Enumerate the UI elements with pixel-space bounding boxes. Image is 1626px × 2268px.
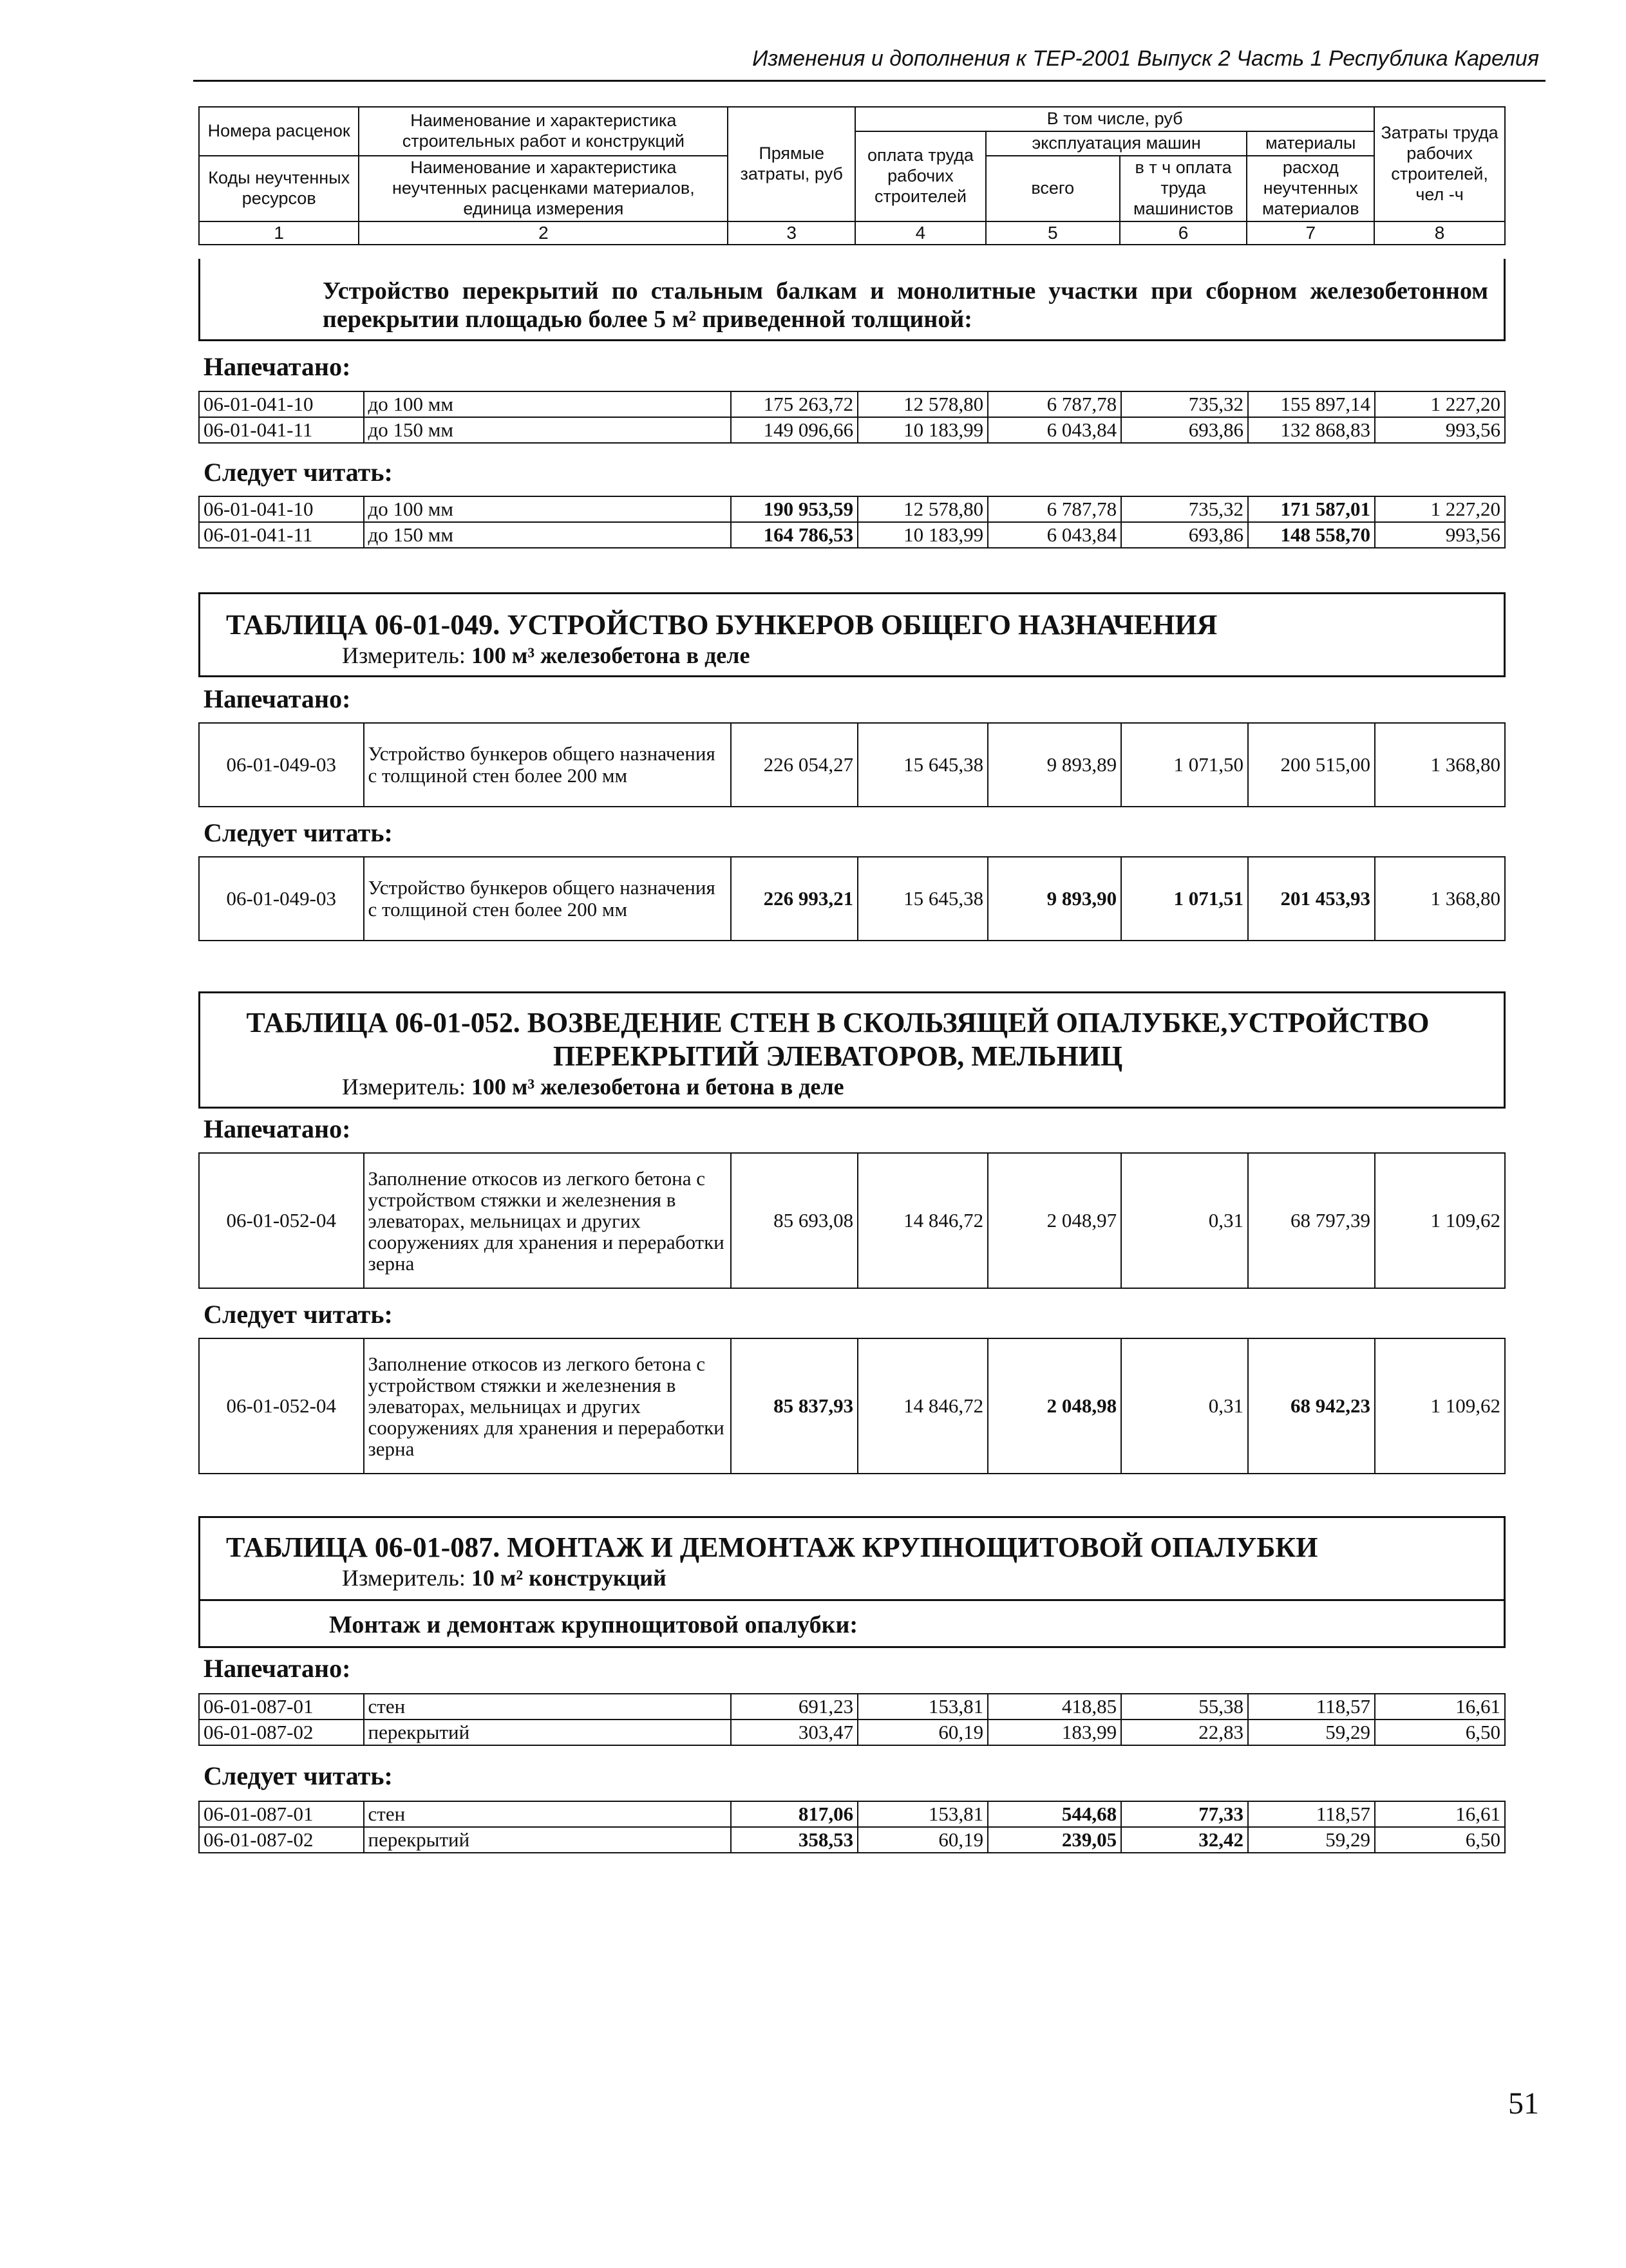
labor-cost: 10 183,99 [858, 417, 988, 443]
rate-code: 06-01-049-03 [199, 723, 364, 807]
meter-value: 100 м³ железобетона в деле [471, 642, 750, 668]
rate-code: 06-01-052-04 [199, 1338, 364, 1474]
machines-total: 418,85 [988, 1694, 1121, 1720]
table-row [199, 417, 1505, 443]
labor-hours: 993,56 [1375, 522, 1505, 548]
section-1-correct-table [198, 496, 1506, 548]
column-header-table [198, 106, 1506, 245]
col-number: 3 [728, 221, 855, 245]
table-row [199, 1338, 1505, 1474]
table-row [199, 1801, 1505, 1827]
col8-header: Затраты труда рабочих строителей, чел -ч [1374, 107, 1505, 221]
materials-cost: 59,29 [1248, 1827, 1375, 1853]
labor-cost: 14 846,72 [858, 1153, 988, 1288]
labor-cost: 10 183,99 [858, 522, 988, 548]
table-row [199, 857, 1505, 941]
section-1-title: Устройство перекрытий по стальным балкам и монолитные участки при сборном железобетонном перекрытии площадью более 5 м² приведенной толщиной: [323, 277, 1488, 333]
group-header: В том числе, руб [855, 107, 1374, 131]
materials-header: материалы [1247, 131, 1374, 156]
table-052-title-box [198, 991, 1506, 1109]
work-name: Заполнение откосов из легкого бетона с устройством стяжки и железнения в элеваторах, мельницах и других сооружениях для хранения и переработки зерна [364, 1153, 732, 1288]
labor-hours: 6,50 [1375, 1720, 1505, 1745]
should-read-label: Следует читать: [203, 458, 393, 487]
labor-cost: 15 645,38 [858, 857, 988, 941]
printed-label: Напечатано: [203, 1654, 351, 1683]
rate-code: 06-01-049-03 [199, 857, 364, 941]
machinists-pay: 22,83 [1121, 1720, 1248, 1745]
table-052-printed-table [198, 1152, 1506, 1289]
col-number: 4 [855, 221, 986, 245]
printed-label: Напечатано: [203, 1114, 351, 1143]
work-name: до 100 мм [364, 391, 732, 417]
labor-hours: 1 368,80 [1375, 723, 1505, 807]
col6-header: в т ч оплата труда машинистов [1120, 156, 1247, 221]
machines-total: 239,05 [988, 1827, 1121, 1853]
machines-total: 2 048,98 [988, 1338, 1121, 1474]
machinists-pay: 55,38 [1121, 1694, 1248, 1720]
labor-hours: 1 227,20 [1375, 496, 1505, 522]
header-rule [193, 80, 1546, 82]
col1-top-header: Номера расценок [199, 107, 359, 156]
machinists-pay: 77,33 [1121, 1801, 1248, 1827]
labor-hours: 1 368,80 [1375, 857, 1505, 941]
meter-prefix: Измеритель: [342, 1074, 471, 1100]
col7-header: расход неучтенных материалов [1247, 156, 1374, 221]
machinists-pay: 0,31 [1121, 1153, 1248, 1288]
materials-cost: 171 587,01 [1248, 496, 1375, 522]
col5-header: всего [986, 156, 1120, 221]
table-052-correct-table [198, 1338, 1506, 1474]
materials-cost: 118,57 [1248, 1801, 1375, 1827]
direct-cost: 164 786,53 [731, 522, 858, 548]
direct-cost: 817,06 [731, 1801, 858, 1827]
materials-cost: 59,29 [1248, 1720, 1375, 1745]
printed-label: Напечатано: [203, 684, 351, 713]
machines-total: 9 893,89 [988, 723, 1121, 807]
labor-hours: 1 109,62 [1375, 1153, 1505, 1288]
table-row [199, 723, 1505, 807]
page-number: 51 [1508, 2086, 1539, 2121]
materials-cost: 118,57 [1248, 1694, 1375, 1720]
rate-code: 06-01-041-10 [199, 496, 364, 522]
table-row [199, 1720, 1505, 1745]
work-name: Заполнение откосов из легкого бетона с устройством стяжки и железнения в элеваторах, мельницах и других сооружениях для хранения и переработки зерна [364, 1338, 732, 1474]
machinists-pay: 1 071,50 [1121, 723, 1248, 807]
table-049-title: ТАБЛИЦА 06-01-049. УСТРОЙСТВО БУНКЕРОВ ОБЩЕГО НАЗНАЧЕНИЯ [226, 609, 1218, 641]
labor-cost: 60,19 [858, 1827, 988, 1853]
col-number: 6 [1120, 221, 1247, 245]
table-052-meter [342, 1073, 1504, 1100]
machines-total: 6 043,84 [988, 522, 1121, 548]
direct-cost: 691,23 [731, 1694, 858, 1720]
labor-hours: 16,61 [1375, 1694, 1505, 1720]
materials-cost: 200 515,00 [1248, 723, 1375, 807]
col3-header: Прямые затраты, руб [728, 107, 855, 221]
machines-total: 544,68 [988, 1801, 1121, 1827]
table-087-title: ТАБЛИЦА 06-01-087. МОНТАЖ И ДЕМОНТАЖ КРУПНОЩИТОВОЙ ОПАЛУБКИ [226, 1532, 1318, 1563]
table-row [199, 1827, 1505, 1853]
table-row [199, 391, 1505, 417]
col-number: 5 [986, 221, 1120, 245]
labor-cost: 12 578,80 [858, 391, 988, 417]
labor-cost: 15 645,38 [858, 723, 988, 807]
meter-value: 10 м² конструкций [471, 1565, 666, 1591]
labor-cost: 153,81 [858, 1694, 988, 1720]
machinists-pay: 693,86 [1121, 522, 1248, 548]
labor-cost: 153,81 [858, 1801, 988, 1827]
col-number: 1 [199, 221, 359, 245]
materials-cost: 132 868,83 [1248, 417, 1375, 443]
labor-hours: 993,56 [1375, 417, 1505, 443]
direct-cost: 303,47 [731, 1720, 858, 1745]
machines-total: 183,99 [988, 1720, 1121, 1745]
table-087-correct-table [198, 1801, 1506, 1853]
running-header: Изменения и дополнения к ТЕР-2001 Выпуск 2 Часть 1 Республика Карелия [752, 46, 1539, 71]
direct-cost: 85 837,93 [731, 1338, 858, 1474]
machines-total: 9 893,90 [988, 857, 1121, 941]
labor-cost: 12 578,80 [858, 496, 988, 522]
direct-cost: 175 263,72 [731, 391, 858, 417]
table-049-meter [342, 642, 1504, 669]
machines-total: 2 048,97 [988, 1153, 1121, 1288]
machinists-pay: 1 071,51 [1121, 857, 1248, 941]
rate-code: 06-01-087-01 [199, 1801, 364, 1827]
rate-code: 06-01-041-11 [199, 522, 364, 548]
direct-cost: 226 993,21 [731, 857, 858, 941]
col1-bottom-header: Коды неучтенных ресурсов [199, 156, 359, 221]
materials-cost: 68 942,23 [1248, 1338, 1375, 1474]
rate-code: 06-01-087-01 [199, 1694, 364, 1720]
table-087-subtitle: Монтаж и демонтаж крупнощитовой опалубки: [329, 1611, 858, 1638]
table-row [199, 522, 1505, 548]
work-name: перекрытий [364, 1827, 732, 1853]
table-087-printed-table [198, 1693, 1506, 1746]
direct-cost: 149 096,66 [731, 417, 858, 443]
direct-cost: 85 693,08 [731, 1153, 858, 1288]
col2-bottom-header: Наименование и характеристика неучтенных расценками материалов, единица измерения [359, 156, 728, 221]
col4-header: оплата труда рабочих строителей [855, 131, 986, 221]
materials-cost: 68 797,39 [1248, 1153, 1375, 1288]
section-1-printed-table [198, 391, 1506, 444]
machinists-pay: 735,32 [1121, 391, 1248, 417]
work-name: перекрытий [364, 1720, 732, 1745]
printed-label: Напечатано: [203, 352, 351, 381]
labor-hours: 16,61 [1375, 1801, 1505, 1827]
rate-code: 06-01-052-04 [199, 1153, 364, 1288]
labor-cost: 14 846,72 [858, 1338, 988, 1474]
machinists-pay: 693,86 [1121, 417, 1248, 443]
table-049-printed-table [198, 722, 1506, 807]
should-read-label: Следует читать: [203, 1300, 393, 1329]
should-read-label: Следует читать: [203, 1761, 393, 1790]
materials-cost: 201 453,93 [1248, 857, 1375, 941]
machinists-pay: 735,32 [1121, 496, 1248, 522]
labor-hours: 1 227,20 [1375, 391, 1505, 417]
table-row [199, 1694, 1505, 1720]
direct-cost: 358,53 [731, 1827, 858, 1853]
table-049-correct-table [198, 856, 1506, 941]
table-049-title-box [198, 592, 1506, 677]
table-087-title-box [198, 1516, 1506, 1648]
machines-total: 6 043,84 [988, 417, 1121, 443]
col2-top-header: Наименование и характеристика строительных работ и конструкций [359, 107, 728, 156]
rate-code: 06-01-041-10 [199, 391, 364, 417]
work-name: стен [364, 1801, 732, 1827]
table-052-title: ТАБЛИЦА 06-01-052. ВОЗВЕДЕНИЕ СТЕН В СКОЛЬЗЯЩЕЙ ОПАЛУБКЕ,УСТРОЙСТВО ПЕРЕКРЫТИЙ ЭЛЕВАТОРОВ, МЕЛЬНИЦ [246, 1007, 1430, 1072]
col-number: 2 [359, 221, 728, 245]
work-name: Устройство бункеров общего назначения с толщиной стен более 200 мм [364, 857, 732, 941]
meter-value: 100 м³ железобетона и бетона в деле [471, 1074, 844, 1100]
machinists-pay: 32,42 [1121, 1827, 1248, 1853]
labor-cost: 60,19 [858, 1720, 988, 1745]
table-087-meter [342, 1564, 1504, 1591]
col-number: 7 [1247, 221, 1374, 245]
direct-cost: 226 054,27 [731, 723, 858, 807]
work-name: до 100 мм [364, 496, 732, 522]
table-row [199, 496, 1505, 522]
labor-hours: 1 109,62 [1375, 1338, 1505, 1474]
col-number: 8 [1374, 221, 1505, 245]
work-name: стен [364, 1694, 732, 1720]
materials-cost: 148 558,70 [1248, 522, 1375, 548]
rate-code: 06-01-087-02 [199, 1827, 364, 1853]
machines-total: 6 787,78 [988, 391, 1121, 417]
machines-header: эксплуатация машин [986, 131, 1247, 156]
direct-cost: 190 953,59 [731, 496, 858, 522]
work-name: до 150 мм [364, 522, 732, 548]
table-row [199, 1153, 1505, 1288]
meter-prefix: Измеритель: [342, 642, 471, 668]
section-1-title-box [198, 259, 1506, 341]
materials-cost: 155 897,14 [1248, 391, 1375, 417]
machinists-pay: 0,31 [1121, 1338, 1248, 1474]
machines-total: 6 787,78 [988, 496, 1121, 522]
rate-code: 06-01-087-02 [199, 1720, 364, 1745]
should-read-label: Следует читать: [203, 818, 393, 847]
work-name: Устройство бункеров общего назначения с толщиной стен более 200 мм [364, 723, 732, 807]
labor-hours: 6,50 [1375, 1827, 1505, 1853]
rate-code: 06-01-041-11 [199, 417, 364, 443]
meter-prefix: Измеритель: [342, 1565, 471, 1591]
work-name: до 150 мм [364, 417, 732, 443]
